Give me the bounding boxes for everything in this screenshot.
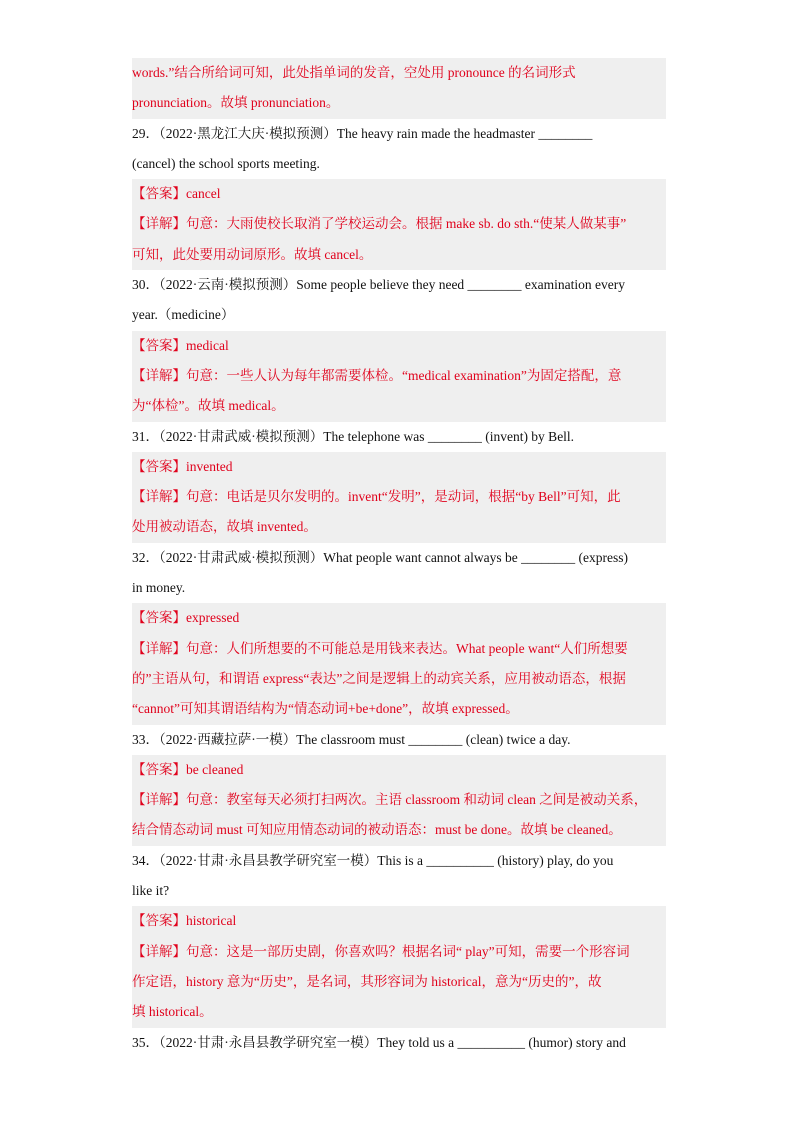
detail-34-line: 作定语，history 意为“历史”，是名词，其形容词为 historical，意为“历史的”，故 <box>132 967 666 997</box>
detail-line: words.”结合所给词可知，此处指单词的发音，空处用 pronounce 的名词形式 <box>132 58 666 88</box>
detail-34-line: 【详解】句意：这是一部历史剧，你喜欢吗？根据名词“ play”可知，需要一个形容词 <box>132 937 666 967</box>
detail-30-line: 为“体检”。故填 medical。 <box>132 391 666 421</box>
detail-32-line: 的”主语从句，和谓语 express“表达”之间是逻辑上的动宾关系，应用被动语态，根据 <box>132 664 666 694</box>
question-32-line: 32．（2022·甘肃武威·模拟预测）What people want cannot always be ________ (express) <box>132 549 629 565</box>
detail-32-line: 【详解】句意：人们所想要的不可能总是用钱来表达。What people want“人们所想要 <box>132 634 666 664</box>
detail-34-line: 填 historical。 <box>132 997 666 1027</box>
detail-33-line: 【详解】句意：教室每天必须打扫两次。主语 classroom 和动词 clean 之间是被动关系， <box>132 785 666 815</box>
question-31-line: 31．（2022·甘肃武威·模拟预测）The telephone was ________ (invent) by Bell. <box>132 428 575 444</box>
answer-32: 【答案】expressed <box>132 603 666 633</box>
detail-29-line: 【详解】句意：大雨使校长取消了学校运动会。根据 make sb. do sth.“使某人做某事” <box>132 209 666 239</box>
detail-29-line: 可知，此处要用动词原形。故填 cancel。 <box>132 240 666 270</box>
question-30-line: year.（medicine） <box>132 307 235 323</box>
question-29-line: 29．（2022·黑龙江大庆·模拟预测）The heavy rain made the headmaster ________ <box>132 125 593 141</box>
detail-31-line: 【详解】句意：电话是贝尔发明的。invent“发明”，是动词，根据“by Bell”可知，此 <box>132 482 666 512</box>
question-32-line: in money. <box>132 580 186 596</box>
answer-31: 【答案】invented <box>132 452 666 482</box>
document-content <box>132 58 666 1058</box>
answer-29: 【答案】cancel <box>132 179 666 209</box>
question-33-line: 33．（2022·西藏拉萨·一模）The classroom must ________ (clean) twice a day. <box>132 731 571 747</box>
answer-30: 【答案】medical <box>132 331 666 361</box>
detail-31-line: 处用被动语态，故填 invented。 <box>132 512 666 542</box>
detail-line: pronunciation。故填 pronunciation。 <box>132 88 666 118</box>
detail-32-line: “cannot”可知其谓语结构为“情态动词+be+done”，故填 expressed。 <box>132 694 666 724</box>
detail-30-line: 【详解】句意：一些人认为每年都需要体检。“medical examination”为固定搭配，意 <box>132 361 666 391</box>
answer-34: 【答案】historical <box>132 906 666 936</box>
answer-33: 【答案】be cleaned <box>132 755 666 785</box>
question-34-line: like it? <box>132 883 170 899</box>
detail-33-line: 结合情态动词 must 可知应用情态动词的被动语态：must be done。故填 be cleaned。 <box>132 815 666 845</box>
question-30-line: 30．（2022·云南·模拟预测）Some people believe they need ________ examination every <box>132 277 626 293</box>
question-35-line: 35．（2022·甘肃·永昌县教学研究室一模）They told us a __________ (humor) story and <box>132 1034 626 1050</box>
question-34-line: 34．（2022·甘肃·永昌县教学研究室一模）This is a __________ (history) play, do you <box>132 852 614 868</box>
question-29-line: (cancel) the school sports meeting. <box>132 155 320 171</box>
